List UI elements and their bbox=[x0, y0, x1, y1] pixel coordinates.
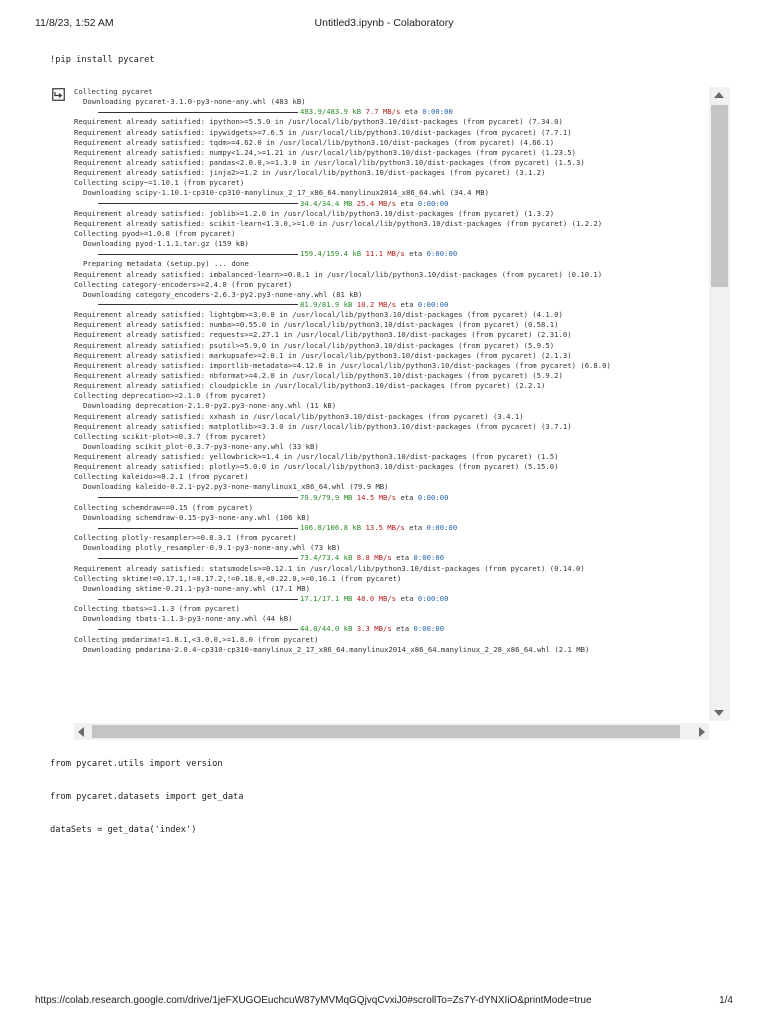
progress-size: 44.0/44.0 kB bbox=[300, 624, 353, 634]
output-line: Requirement already satisfied: requests>=2.27.1 in /usr/local/lib/python3.10/dist-packages (from pycaret) (2.31.0) bbox=[74, 330, 572, 340]
output-line: Downloading schemdraw-0.15-py3-none-any.whl (106 kB) bbox=[83, 512, 310, 522]
progress-bar bbox=[98, 558, 298, 559]
progress-bar bbox=[98, 528, 298, 529]
eta-time: 0:00:00 bbox=[417, 198, 449, 208]
progress-bar bbox=[98, 112, 298, 113]
output-line: Downloading category_encoders-2.6.3-py2.py3-none-any.whl (81 kB) bbox=[83, 289, 363, 299]
download-speed: 11.1 MB/s bbox=[365, 249, 405, 259]
output-line: Downloading kaleido-0.2.1-py2.py3-none-manylinux1_x86_64.whl (79.9 MB) bbox=[83, 482, 389, 492]
eta-time: 0:00:00 bbox=[426, 249, 458, 259]
eta-label: eta bbox=[396, 553, 410, 563]
output-line: Requirement already satisfied: xxhash in /usr/local/lib/python3.10/dist-packages (from pycaret) (3.4.1) bbox=[74, 411, 524, 421]
output-line: Requirement already satisfied: nbformat>=4.2.0 in /usr/local/lib/python3.10/dist-packages (from pycaret) (5.9.2) bbox=[74, 370, 563, 380]
output-line: Requirement already satisfied: ipywidgets>=7.6.5 in /usr/local/lib/python3.10/dist-packages (from pycaret) (7.7.1) bbox=[74, 127, 572, 137]
eta-label: eta bbox=[409, 523, 423, 533]
download-progress-line bbox=[74, 493, 704, 503]
output-line: Requirement already satisfied: matplotlib>=3.3.0 in /usr/local/lib/python3.10/dist-packages (from pycaret) (3.7.1) bbox=[74, 421, 572, 431]
download-progress-line bbox=[74, 624, 704, 634]
download-speed: 48.0 MB/s bbox=[356, 594, 397, 604]
scroll-down-arrow-icon[interactable] bbox=[714, 710, 724, 716]
output-line: Collecting scipy~=1.10.1 (from pycaret) bbox=[74, 178, 245, 188]
progress-size: 17.1/17.1 MB bbox=[300, 594, 353, 604]
eta-label: eta bbox=[400, 198, 414, 208]
horizontal-scrollbar[interactable] bbox=[74, 723, 709, 740]
horizontal-scroll-thumb[interactable] bbox=[92, 725, 680, 738]
scroll-left-arrow-icon[interactable] bbox=[78, 727, 84, 737]
output-line: Requirement already satisfied: pandas<2.0.0,>=1.3.0 in /usr/local/lib/python3.10/dist-packages (from pycaret) (1.5.3) bbox=[74, 157, 585, 167]
output-line: Requirement already satisfied: jinja2>=1.2 in /usr/local/lib/python3.10/dist-packages (from pycaret) (3.1.2) bbox=[74, 168, 546, 178]
output-line: Collecting pycaret bbox=[74, 87, 153, 96]
progress-bar bbox=[98, 599, 298, 600]
download-speed: 3.3 MB/s bbox=[356, 624, 392, 634]
output-line: Collecting deprecation>=2.1.0 (from pycaret) bbox=[74, 391, 267, 401]
download-speed: 10.2 MB/s bbox=[356, 299, 397, 309]
output-line: Downloading pyod-1.1.1.tar.gz (159 kB) bbox=[83, 239, 249, 249]
progress-bar bbox=[98, 304, 298, 305]
output-line: Collecting kaleido>=0.2.1 (from pycaret) bbox=[74, 472, 249, 482]
output-line: Downloading scikit_plot-0.3.7-py3-none-any.whl (33 kB) bbox=[83, 441, 319, 451]
output-line: Requirement already satisfied: cloudpickle in /usr/local/lib/python3.10/dist-packages (from pycaret) (2.2.1) bbox=[74, 381, 546, 391]
output-line: Collecting plotly-resampler>=0.8.3.1 (from pycaret) bbox=[74, 533, 297, 543]
download-speed: 14.5 MB/s bbox=[356, 492, 397, 502]
eta-label: eta bbox=[400, 594, 414, 604]
code-cell-import-get-data[interactable]: from pycaret.datasets import get_data bbox=[50, 792, 244, 802]
download-progress-line bbox=[74, 523, 704, 533]
vertical-scroll-thumb[interactable] bbox=[711, 105, 728, 287]
download-progress-line bbox=[74, 199, 704, 209]
eta-time: 0:00:00 bbox=[422, 107, 453, 117]
output-line: Requirement already satisfied: tqdm>=4.62.0 in /usr/local/lib/python3.10/dist-packages (from pycaret) (4.66.1) bbox=[74, 137, 555, 147]
progress-bar bbox=[98, 203, 298, 204]
code-cell-pip-install[interactable]: !pip install pycaret bbox=[50, 55, 155, 65]
eta-label: eta bbox=[409, 249, 423, 259]
progress-bar bbox=[98, 629, 298, 630]
vertical-scrollbar[interactable] bbox=[709, 87, 730, 721]
progress-size: 159.4/159.4 kB bbox=[300, 249, 362, 259]
output-line: Requirement already satisfied: ipython>=5.5.0 in /usr/local/lib/python3.10/dist-packages (from pycaret) (7.34.0) bbox=[74, 117, 563, 127]
progress-size: 106.8/106.8 kB bbox=[300, 523, 362, 533]
output-line: Collecting category-encoders>=2.4.0 (from pycaret) bbox=[74, 279, 293, 289]
output-line: Downloading pycaret-3.1.0-py3-none-any.whl (483 kB) bbox=[83, 97, 306, 107]
print-date: 11/8/23, 1:52 AM bbox=[35, 17, 114, 29]
output-line: Requirement already satisfied: importlib-metadata>=4.12.0 in /usr/local/lib/python3.10/dist-packages (from pycaret) (6.8.0) bbox=[74, 360, 611, 370]
eta-time: 0:00:00 bbox=[413, 553, 445, 563]
output-line: Requirement already satisfied: lightgbm>=3.0.0 in /usr/local/lib/python3.10/dist-packages (from pycaret) (4.1.0) bbox=[74, 310, 563, 320]
scroll-right-arrow-icon[interactable] bbox=[699, 727, 705, 737]
page-number: 1/4 bbox=[719, 995, 733, 1006]
download-speed: 13.5 MB/s bbox=[365, 523, 405, 533]
progress-bar bbox=[98, 497, 298, 498]
output-line: Downloading pmdarima-2.0.4-cp310-cp310-manylinux_2_17_x86_64.manylinux2014_x86_64.manylinux_2_28_x86_64.whl (2.1 MB) bbox=[83, 644, 590, 654]
output-line: Downloading scipy-1.10.1-cp310-cp310-manylinux_2_17_x86_64.manylinux2014_x86_64.whl (34.4 MB) bbox=[83, 188, 489, 198]
output-line: Collecting pmdarima!=1.8.1,<3.0.0,>=1.8.0 (from pycaret) bbox=[74, 634, 319, 644]
output-line: Requirement already satisfied: numba>=0.55.0 in /usr/local/lib/python3.10/dist-packages (from pycaret) (0.58.1) bbox=[74, 320, 559, 330]
progress-bar bbox=[98, 254, 298, 255]
download-progress-line bbox=[74, 300, 704, 310]
output-line: Collecting sktime!=0.17.1,!=0.17.2,!=0.18.0,<0.22.0,>=0.16.1 (from pycaret) bbox=[74, 573, 402, 583]
eta-label: eta bbox=[404, 107, 418, 117]
output-line: Collecting tbats>=1.1.3 (from pycaret) bbox=[74, 604, 240, 614]
document-title: Untitled3.ipynb - Colaboratory bbox=[314, 17, 454, 29]
download-progress-line bbox=[74, 553, 704, 563]
output-area bbox=[50, 87, 730, 743]
print-footer bbox=[0, 995, 768, 1009]
eta-time: 0:00:00 bbox=[417, 492, 449, 502]
output-line: Requirement already satisfied: scikit-learn<1.3.0,>=1.0 in /usr/local/lib/python3.10/dist-packages (from pycaret) (1.2.2) bbox=[74, 218, 603, 228]
scroll-up-arrow-icon[interactable] bbox=[714, 92, 724, 98]
pip-output-text bbox=[74, 87, 704, 721]
output-line: Requirement already satisfied: statsmodels>=0.12.1 in /usr/local/lib/python3.10/dist-packages (from pycaret) (0.14.0) bbox=[74, 563, 585, 573]
page-url: https://colab.research.google.com/drive/1jeFXUGOEuchcuW87yMVMqGQjvqCvxiJ0#scrollTo=Zs7Y-dYNXIiO&printMode=true bbox=[35, 995, 592, 1006]
output-line: Requirement already satisfied: markupsafe>=2.0.1 in /usr/local/lib/python3.10/dist-packages (from pycaret) (2.1.3) bbox=[74, 350, 572, 360]
output-line: Requirement already satisfied: yellowbrick>=1.4 in /usr/local/lib/python3.10/dist-packages (from pycaret) (1.5) bbox=[74, 452, 559, 462]
output-line: Preparing metadata (setup.py) ... done bbox=[83, 259, 249, 269]
output-line: Collecting pyod>=1.0.8 (from pycaret) bbox=[74, 228, 236, 238]
eta-time: 0:00:00 bbox=[417, 299, 449, 309]
output-line: Downloading sktime-0.21.1-py3-none-any.whl (17.1 MB) bbox=[83, 583, 310, 593]
output-line: Requirement already satisfied: numpy<1.24,>=1.21 in /usr/local/lib/python3.10/dist-packages (from pycaret) (1.23.5) bbox=[74, 147, 576, 157]
output-line: Requirement already satisfied: joblib>=1.2.0 in /usr/local/lib/python3.10/dist-packages (from pycaret) (1.3.2) bbox=[74, 208, 555, 218]
progress-size: 81.9/81.9 kB bbox=[300, 299, 353, 309]
code-cell-get-data-index[interactable]: dataSets = get_data('index') bbox=[50, 825, 197, 835]
output-line: Requirement already satisfied: plotly>=5.0.0 in /usr/local/lib/python3.10/dist-packages (from pycaret) (5.15.0) bbox=[74, 462, 559, 472]
progress-size: 79.9/79.9 MB bbox=[300, 492, 353, 502]
output-line: Downloading deprecation-2.1.0-py2.py3-none-any.whl (11 kB) bbox=[83, 401, 337, 411]
output-line: Collecting schemdraw==0.15 (from pycaret) bbox=[74, 502, 253, 512]
output-redirect-icon[interactable] bbox=[52, 88, 65, 101]
eta-time: 0:00:00 bbox=[413, 624, 445, 634]
progress-size: 73.4/73.4 kB bbox=[300, 553, 353, 563]
eta-label: eta bbox=[400, 299, 414, 309]
eta-label: eta bbox=[396, 624, 410, 634]
code-cell-import-version[interactable]: from pycaret.utils import version bbox=[50, 759, 223, 769]
output-line: Requirement already satisfied: psutil>=5.9.0 in /usr/local/lib/python3.10/dist-packages (from pycaret) (5.9.5) bbox=[74, 340, 555, 350]
output-line: Downloading plotly_resampler-0.9.1-py3-none-any.whl (73 kB) bbox=[83, 543, 341, 553]
progress-size: 34.4/34.4 MB bbox=[300, 198, 353, 208]
download-speed: 7.7 MB/s bbox=[365, 107, 401, 117]
download-speed: 8.8 MB/s bbox=[356, 553, 392, 563]
eta-label: eta bbox=[400, 492, 414, 502]
progress-size: 483.9/483.9 kB bbox=[300, 107, 362, 117]
eta-time: 0:00:00 bbox=[426, 523, 458, 533]
output-line: Requirement already satisfied: imbalanced-learn>=0.8.1 in /usr/local/lib/python3.10/dist-packages (from pycaret) (0.10.1) bbox=[74, 269, 603, 279]
print-header bbox=[0, 17, 768, 33]
output-line: Downloading tbats-1.1.3-py3-none-any.whl (44 kB) bbox=[83, 614, 293, 624]
output-line: Collecting scikit-plot>=0.3.7 (from pycaret) bbox=[74, 431, 267, 441]
download-progress-line bbox=[74, 107, 704, 117]
download-progress-line bbox=[74, 594, 704, 604]
eta-time: 0:00:00 bbox=[417, 594, 449, 604]
download-progress-line bbox=[74, 249, 704, 259]
download-speed: 25.4 MB/s bbox=[356, 198, 397, 208]
